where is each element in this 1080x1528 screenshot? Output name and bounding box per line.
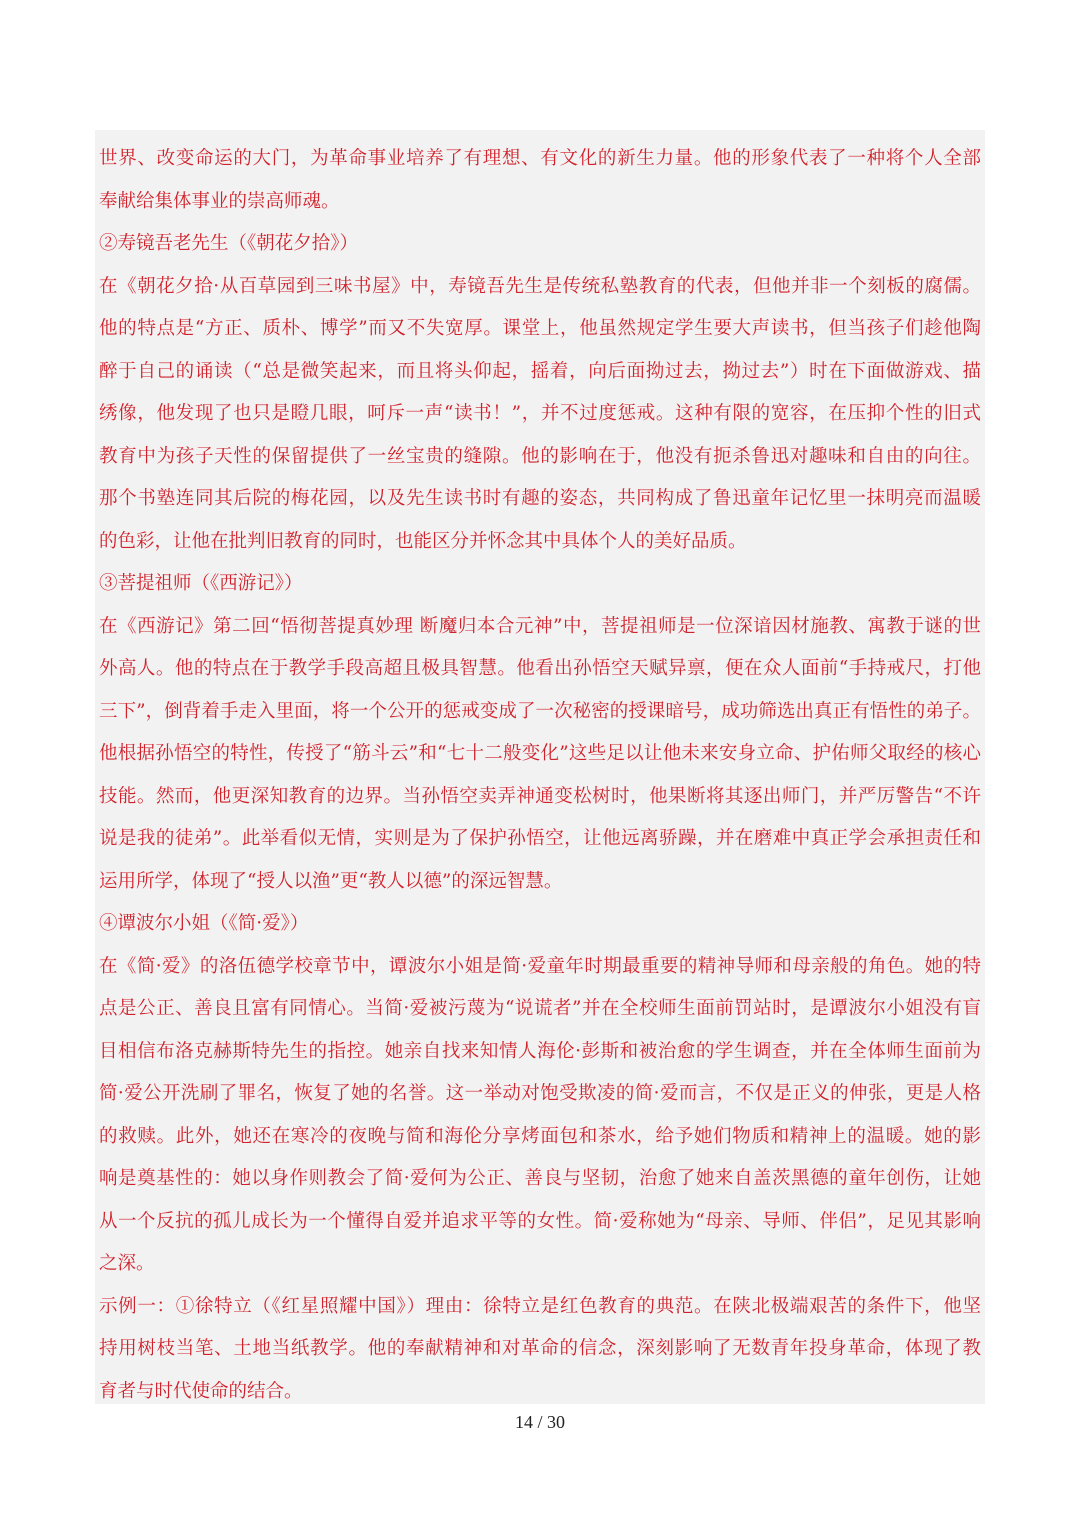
- text-line: 持用树枝当笔、土地当纸教学。他的奉献精神和对革命的信念，深刻影响了无数青年投身革命，体现了教: [99, 1338, 981, 1359]
- text-line: 外高人。他的特点在于教学手段高超且极具智慧。他看出孙悟空天赋异禀，便在众人面前“手持戒尺，打他: [99, 658, 981, 679]
- section-heading: ②寿镜吾老先生（《朝花夕拾》）: [99, 233, 359, 254]
- text-line: 他根据孙悟空的特性，传授了“筋斗云”和“七十二般变化”这些足以让他未来安身立命、护佑师父取经的核心: [99, 743, 981, 764]
- text-line: 的色彩，让他在批判旧教育的同时，也能区分并怀念其中具体个人的美好品质。: [99, 530, 747, 552]
- text-line: 三下”，倒背着手走入里面，将一个公开的惩戒变成了一次秘密的授课暗号，成功筛选出真正有悟性的弟子。: [99, 700, 981, 722]
- text-line: 育者与时代使命的结合。: [99, 1380, 303, 1402]
- text-line: 醉于自己的诵读（“总是微笑起来，而且将头仰起，摇着，向后面拗过去，拗过去”）时在下面做游戏、描: [99, 360, 981, 382]
- section-heading: ③菩提祖师（《西游记》）: [99, 573, 303, 594]
- text-line: 简·爱公开洗刷了罪名，恢复了她的名誉。这一举动对饱受欺凌的简·爱而言，不仅是正义的伸张，更是人格: [99, 1083, 981, 1104]
- text-line: 技能。然而，他更深知教育的边界。当孙悟空卖弄神通变松树时，他果断将其逐出师门，并严厉警告“不许: [99, 785, 981, 807]
- text-line: 示例一：①徐特立（《红星照耀中国》）理由：徐特立是红色教育的典范。在陕北极端艰苦的条件下，他坚: [99, 1295, 981, 1317]
- text-line: 绣像，他发现了也只是瞪几眼，呵斥一声“读书！”，并不过度惩戒。这种有限的宽容，在压抑个性的旧式: [99, 403, 981, 424]
- text-line: 教育中为孩子天性的保留提供了一丝宝贵的缝隙。他的影响在于，他没有扼杀鲁迅对趣味和自由的向往。: [99, 445, 981, 467]
- text-line: 世界、改变命运的大门，为革命事业培养了有理想、有文化的新生力量。他的形象代表了一种将个人全部: [99, 148, 981, 169]
- text-line: 在《西游记》第二回“悟彻菩提真妙理 断魔归本合元神”中，菩提祖师是一位深谙因材施教、寓教于谜的世: [99, 615, 981, 637]
- text-line: 奉献给集体事业的崇高师魂。: [99, 190, 340, 212]
- page-number: 14 / 30: [514, 1412, 565, 1432]
- text-line: 的救赎。此外，她还在寒冷的夜晚与简和海伦分享烤面包和茶水，给予她们物质和精神上的温暖。她的影: [99, 1125, 981, 1147]
- section-heading: ④谭波尔小姐（《简·爱》）: [99, 913, 309, 934]
- text-line: 在《朝花夕拾·从百草园到三味书屋》中，寿镜吾先生是传统私塾教育的代表，但他并非一个刻板的腐儒。: [99, 275, 981, 297]
- text-line: 他的特点是“方正、质朴、博学”而又不失宽厚。课堂上，他虽然规定学生要大声读书，但当孩子们趁他陶: [99, 318, 981, 339]
- text-line: 从一个反抗的孤儿成长为一个懂得自爱并追求平等的女性。简·爱称她为“母亲、导师、伴侣”，足见其影响: [99, 1210, 981, 1232]
- text-line: 说是我的徒弟”。此举看似无情，实则是为了保护孙悟空，让他远离骄躁，并在磨难中真正学会承担责任和: [99, 828, 981, 849]
- answer-text-block: [95, 130, 985, 1404]
- text-line: 目相信布洛克赫斯特先生的指控。她亲自找来知情人海伦·彭斯和被治愈的学生调查，并在全体师生面前为: [99, 1040, 981, 1062]
- text-line: 响是奠基性的：她以身作则教会了简·爱何为公正、善良与坚韧，治愈了她来自盖茨黑德的童年创伤，让她: [99, 1168, 981, 1189]
- text-line: 运用所学，体现了“授人以渔”更“教人以德”的深远智慧。: [99, 870, 563, 892]
- text-line: 点是公正、善良且富有同情心。当简·爱被污蔑为“说谎者”并在全校师生面前罚站时，是谭波尔小姐没有盲: [99, 998, 981, 1019]
- text-line: 之深。: [99, 1253, 155, 1274]
- text-line: 在《简·爱》的洛伍德学校章节中，谭波尔小姐是简·爱童年时期最重要的精神导师和母亲般的角色。她的特: [99, 955, 981, 977]
- text-line: 那个书塾连同其后院的梅花园，以及先生读书时有趣的姿态，共同构成了鲁迅童年记忆里一抹明亮而温暖: [99, 488, 981, 509]
